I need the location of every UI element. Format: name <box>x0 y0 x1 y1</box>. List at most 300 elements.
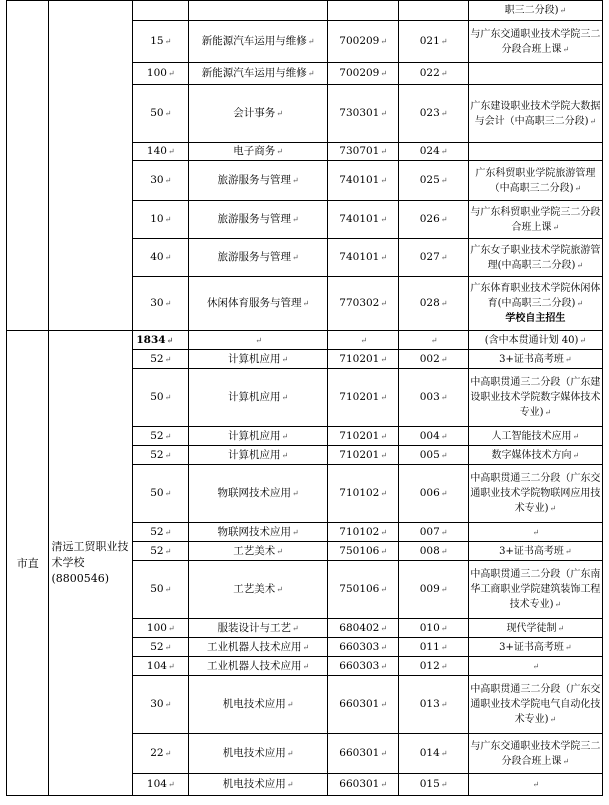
sequence-cell <box>399 85 468 143</box>
major-name-cell-text: 物联网技术应用 <box>217 525 291 538</box>
major-name-cell-text: 机电技术应用 <box>222 698 286 710</box>
plan-count-cell-text: 15 <box>150 35 164 47</box>
paragraph-mark-icon: ↵ <box>557 623 565 633</box>
sequence-cell <box>399 350 468 369</box>
note-bold-text: 学校自主招生 <box>505 313 566 324</box>
paragraph-mark-icon: ↵ <box>380 354 388 364</box>
paragraph-mark-icon: ↵ <box>380 147 388 156</box>
major-name-cell <box>189 638 328 657</box>
major-code-cell-text: 660301 <box>339 778 380 790</box>
major-code-cell-text: 710102 <box>339 525 380 538</box>
sequence-cell-text: 024 <box>419 145 440 157</box>
paragraph-mark-icon: ↵ <box>255 335 262 345</box>
paragraph-mark-icon: ↵ <box>440 393 448 402</box>
major-code-cell-text: 660301 <box>339 698 380 710</box>
paragraph-mark-icon: ↵ <box>440 431 448 441</box>
paragraph-mark-icon: ↵ <box>281 450 289 460</box>
note-cell-text: 3+证书高考班 <box>499 641 564 653</box>
sequence-cell-text: 006 <box>419 487 440 499</box>
sequence-cell-text: 010 <box>419 621 440 634</box>
region-cell-blank <box>7 1 49 331</box>
plan-count-cell <box>133 143 189 161</box>
major-name-cell-text: 机电技术应用 <box>222 747 286 759</box>
paragraph-mark-icon: ↵ <box>286 700 294 709</box>
paragraph-mark-icon: ↵ <box>291 215 299 224</box>
plan-count-cell <box>133 369 189 427</box>
major-code-cell <box>327 619 399 638</box>
paragraph-mark-icon: ↵ <box>532 780 540 789</box>
major-name-cell <box>189 427 328 446</box>
major-code-cell <box>327 427 399 446</box>
paragraph-mark-icon: ↵ <box>164 585 172 594</box>
major-code-cell <box>327 239 399 277</box>
major-code-cell <box>327 542 399 561</box>
major-code-cell-text: 660301 <box>339 747 380 759</box>
enrollment-plan-table <box>6 0 603 796</box>
plan-count-cell <box>133 277 189 331</box>
major-code-cell-text: 750106 <box>339 583 380 595</box>
paragraph-mark-icon: ↵ <box>164 354 172 364</box>
paragraph-mark-icon: ↵ <box>440 749 448 758</box>
major-name-cell <box>189 465 328 523</box>
paragraph-mark-icon: ↵ <box>430 335 438 345</box>
paragraph-mark-icon: ↵ <box>564 354 572 364</box>
plan-count-cell-text: 50 <box>150 583 164 595</box>
note-cell <box>468 369 602 427</box>
paragraph-mark-icon: ↵ <box>164 431 172 441</box>
major-name-cell-text: 旅游服务与管理 <box>217 251 291 263</box>
paragraph-mark-icon: ↵ <box>164 700 172 709</box>
major-name-cell <box>189 369 328 427</box>
paragraph-mark-icon: ↵ <box>286 749 294 758</box>
note-cell-text: 中高职贯通三二分段（广东建设职业技术学院数字媒体技术专业) <box>470 377 601 418</box>
total-count-cell <box>133 331 189 350</box>
plan-count-cell-text: 52 <box>150 640 164 653</box>
note-cell-text: 与广东科贸职业学院三二分段合班上课 <box>470 206 601 233</box>
note-cell <box>468 638 602 657</box>
paragraph-mark-icon: ↵ <box>164 546 172 556</box>
note-cell-text: 广东科贸职业学院旅游管理（中高职三二分段) <box>475 167 596 194</box>
sequence-cell <box>399 201 468 239</box>
sequence-cell <box>399 734 468 774</box>
plan-count-cell <box>133 676 189 734</box>
note-cell <box>468 277 602 331</box>
major-code-cell <box>327 143 399 161</box>
plan-count-cell-text: 30 <box>150 698 164 710</box>
school-summary-row <box>7 331 603 350</box>
table-body <box>7 1 603 796</box>
paragraph-mark-icon: ↵ <box>440 700 448 709</box>
major-code-cell-text: 770302 <box>339 297 380 309</box>
major-name-cell-text: 计算机应用 <box>227 391 281 403</box>
paragraph-mark-icon: ↵ <box>572 450 580 460</box>
paragraph-mark-icon: ↵ <box>549 715 557 724</box>
note-cell-text: 数字媒体技术方向 <box>491 449 572 461</box>
paragraph-mark-icon: ↵ <box>281 354 289 364</box>
note-cell <box>468 561 602 619</box>
note-cell-text: 与广东交通职业技术学院三二分段合班上课 <box>470 740 601 767</box>
plan-count-cell <box>133 542 189 561</box>
paragraph-mark-icon: ↵ <box>307 69 315 78</box>
paragraph-mark-icon: ↵ <box>440 37 448 46</box>
major-name-cell-text: 新能源汽车运用与维修 <box>201 35 307 47</box>
plan-count-cell-text: 30 <box>150 174 164 186</box>
major-code-cell <box>327 369 399 427</box>
major-name-cell <box>189 143 328 161</box>
major-code-cell <box>327 161 399 201</box>
major-name-cell <box>189 350 328 369</box>
note-cell <box>468 446 602 465</box>
paragraph-mark-icon: ↵ <box>554 600 562 609</box>
major-code-cell <box>327 446 399 465</box>
major-code-cell-text: 700209 <box>339 67 380 79</box>
paragraph-mark-icon: ↵ <box>380 431 388 441</box>
plan-count-cell <box>133 523 189 542</box>
sequence-cell-text: 027 <box>419 251 440 263</box>
note-cell-text: 3+证书高考班 <box>499 353 564 365</box>
sequence-cell <box>399 369 468 427</box>
paragraph-mark-icon: ↵ <box>276 546 283 556</box>
region-cell-text: 市直 <box>16 556 39 570</box>
school-cell-blank <box>49 1 133 331</box>
paragraph-mark-icon: ↵ <box>564 642 572 652</box>
paragraph-mark-icon: ↵ <box>167 661 175 671</box>
major-name-cell <box>189 63 328 85</box>
sequence-cell <box>399 161 468 201</box>
sequence-cell-text: 026 <box>419 213 440 225</box>
major-code-cell-text: 700209 <box>339 35 380 47</box>
paragraph-mark-icon: ↵ <box>167 623 175 633</box>
paragraph-mark-icon: ↵ <box>302 299 310 308</box>
paragraph-mark-icon: ↵ <box>440 450 448 460</box>
paragraph-mark-icon: ↵ <box>380 253 388 262</box>
paragraph-mark-icon: ↵ <box>544 408 552 417</box>
major-name-cell-text: 机电技术应用 <box>222 778 286 790</box>
note-cell-text: 中高职贯通三二分段（广东交通职业技术学院物联网应用技术专业) <box>470 473 601 514</box>
sequence-cell <box>399 277 468 331</box>
plan-count-cell-text: 52 <box>150 352 164 365</box>
sequence-cell-text: 004 <box>419 429 440 442</box>
paragraph-mark-icon: ↵ <box>164 527 172 537</box>
major-name-cell-text: 新能源汽车运用与维修 <box>201 67 307 79</box>
paragraph-mark-icon: ↵ <box>380 749 388 758</box>
sequence-cell-text: 015 <box>419 778 440 790</box>
school-code: (8800546) <box>51 572 110 585</box>
note-cell-text: 广东体育职业技术学院休闲体育(中高职三二分段) <box>470 283 601 309</box>
paragraph-mark-icon: ↵ <box>164 450 172 460</box>
major-name-cell <box>189 561 328 619</box>
paragraph-mark-icon: ↵ <box>380 450 388 460</box>
plan-count-cell-text: 100 <box>146 67 167 79</box>
plan-count-cell <box>133 161 189 201</box>
major-code-cell <box>327 1 399 21</box>
paragraph-mark-icon: ↵ <box>440 299 448 308</box>
paragraph-mark-icon: ↵ <box>440 489 448 498</box>
paragraph-mark-icon: ↵ <box>380 176 388 185</box>
paragraph-mark-icon: ↵ <box>380 623 388 633</box>
paragraph-mark-icon: ↵ <box>164 215 172 224</box>
plan-count-cell-text: 10 <box>150 213 164 225</box>
major-name-cell <box>189 201 328 239</box>
paragraph-mark-icon: ↵ <box>562 756 570 766</box>
paragraph-mark-icon: ↵ <box>281 393 289 402</box>
paragraph-mark-icon: ↵ <box>164 749 172 758</box>
plan-count-cell-text: 50 <box>150 391 164 403</box>
sequence-cell <box>399 657 468 676</box>
sequence-cell <box>399 427 468 446</box>
major-name-cell <box>189 542 328 561</box>
plan-count-cell-text: 52 <box>150 544 164 557</box>
paragraph-mark-icon: ↵ <box>440 623 448 633</box>
major-code-cell-text: 710102 <box>339 487 380 499</box>
sequence-cell-text: 021 <box>419 35 440 47</box>
major-code-cell <box>327 277 399 331</box>
major-code-cell-text: 740101 <box>339 251 380 263</box>
major-code-cell-text: 730701 <box>339 145 380 157</box>
paragraph-mark-icon: ↵ <box>291 527 299 537</box>
sequence-cell-text: 005 <box>419 448 440 461</box>
note-cell <box>468 523 602 542</box>
plan-count-cell <box>133 21 189 63</box>
sequence-cell <box>399 21 468 63</box>
major-name-cell-text: 旅游服务与管理 <box>217 213 291 225</box>
paragraph-mark-icon: ↵ <box>291 489 299 498</box>
plan-count-cell-text: 50 <box>150 487 164 499</box>
major-code-cell <box>327 63 399 85</box>
school-name: 清远工贸职业技术学校 <box>51 540 129 569</box>
plan-count-cell <box>133 734 189 774</box>
major-name-cell <box>189 619 328 638</box>
paragraph-mark-icon: ↵ <box>562 44 570 54</box>
paragraph-mark-icon: ↵ <box>167 147 175 156</box>
paragraph-mark-icon: ↵ <box>440 253 448 262</box>
sequence-cell <box>399 542 468 561</box>
paragraph-mark-icon: ↵ <box>286 780 294 789</box>
paragraph-mark-icon: ↵ <box>440 642 448 652</box>
sequence-cell <box>399 446 468 465</box>
paragraph-mark-icon: ↵ <box>291 623 299 633</box>
note-cell <box>468 201 602 239</box>
paragraph-mark-icon: ↵ <box>532 661 540 671</box>
paragraph-mark-icon: ↵ <box>164 489 172 498</box>
paragraph-mark-icon: ↵ <box>380 393 388 402</box>
sequence-cell <box>399 331 468 350</box>
major-code-cell-text: 660303 <box>339 640 380 653</box>
paragraph-mark-icon: ↵ <box>360 335 368 345</box>
plan-count-cell-text: 30 <box>150 297 164 309</box>
major-name-cell <box>189 161 328 201</box>
note-cell-text: 广东女子职业技术学院旅游管理(中高职三二分段) <box>470 244 601 271</box>
paragraph-mark-icon: ↵ <box>440 147 448 156</box>
plan-count-cell <box>133 1 189 21</box>
paragraph-mark-icon: ↵ <box>380 215 388 224</box>
major-code-cell-text: 730301 <box>339 107 380 119</box>
plan-count-cell-text: 104 <box>146 659 167 672</box>
note-cell <box>468 465 602 523</box>
paragraph-mark-icon: ↵ <box>164 393 172 402</box>
paragraph-mark-icon: ↵ <box>440 546 448 556</box>
sequence-cell-text: 014 <box>419 747 440 759</box>
major-code-cell-text: 660303 <box>339 659 380 672</box>
note-cell-text: 与广东交通职业技术学院三二分段合班上课 <box>470 28 601 55</box>
major-name-cell-text: 休闲体育服务与管理 <box>206 297 302 309</box>
sequence-cell-text: 003 <box>419 391 440 403</box>
plan-count-cell <box>133 85 189 143</box>
major-name-cell-text: 工业机器人技术应用 <box>206 659 302 672</box>
major-code-cell-text: 710201 <box>339 391 380 403</box>
note-cell-text: (含中本贯通计划 40) <box>484 334 579 346</box>
paragraph-mark-icon: ↵ <box>380 489 388 498</box>
major-name-cell <box>189 446 328 465</box>
total-count-cell-text: 1834 <box>136 333 166 346</box>
major-name-cell <box>189 734 328 774</box>
note-cell-text: 3+证书高考班 <box>499 545 564 557</box>
paragraph-mark-icon: ↵ <box>574 183 582 193</box>
paragraph-mark-icon: ↵ <box>380 109 388 118</box>
paragraph-mark-icon: ↵ <box>576 260 584 270</box>
paragraph-mark-icon: ↵ <box>380 642 388 652</box>
note-cell <box>468 774 602 796</box>
major-code-cell-text: 680402 <box>339 621 380 634</box>
plan-count-cell <box>133 63 189 85</box>
major-code-cell-text: 740101 <box>339 174 380 186</box>
plan-count-cell <box>133 427 189 446</box>
note-cell <box>468 63 602 85</box>
major-name-cell <box>189 657 328 676</box>
paragraph-mark-icon: ↵ <box>532 527 540 537</box>
major-name-cell-text: 会计事务 <box>233 107 276 119</box>
plan-count-cell-text: 22 <box>150 747 164 759</box>
sequence-cell-text: 025 <box>419 174 440 186</box>
paragraph-mark-icon: ↵ <box>572 431 580 441</box>
note-cell <box>468 676 602 734</box>
sequence-cell <box>399 774 468 796</box>
paragraph-mark-icon: ↵ <box>276 585 283 594</box>
plan-count-cell <box>133 201 189 239</box>
paragraph-mark-icon: ↵ <box>440 69 448 78</box>
sequence-cell <box>399 638 468 657</box>
major-name-cell-text: 计算机应用 <box>227 352 281 365</box>
sequence-cell <box>399 619 468 638</box>
major-code-cell-text: 740101 <box>339 213 380 225</box>
major-code-cell <box>327 331 399 350</box>
paragraph-mark-icon: ↵ <box>380 299 388 308</box>
major-code-cell <box>327 465 399 523</box>
sequence-cell <box>399 143 468 161</box>
sequence-cell-text: 023 <box>419 107 440 119</box>
major-name-cell-text: 工业机器人技术应用 <box>206 640 302 653</box>
plan-count-cell-text: 40 <box>150 251 164 263</box>
paragraph-mark-icon: ↵ <box>380 37 388 46</box>
sequence-cell <box>399 523 468 542</box>
paragraph-mark-icon: ↵ <box>589 116 597 126</box>
sequence-cell <box>399 239 468 277</box>
paragraph-mark-icon: ↵ <box>291 176 299 185</box>
sequence-cell-text: 012 <box>419 659 440 672</box>
note-cell-text: 中高职贯通三二分段（广东南华工商职业学院建筑装饰工程技术专业) <box>470 569 601 610</box>
paragraph-mark-icon: ↵ <box>549 504 557 513</box>
plan-count-cell-text: 140 <box>146 145 167 157</box>
paragraph-mark-icon: ↵ <box>440 661 448 671</box>
paragraph-mark-icon: ↵ <box>164 176 172 185</box>
major-code-cell <box>327 350 399 369</box>
paragraph-mark-icon: ↵ <box>291 253 299 262</box>
paragraph-mark-icon: ↵ <box>307 37 315 46</box>
sequence-cell-text: 028 <box>419 297 440 309</box>
paragraph-mark-icon: ↵ <box>579 335 587 345</box>
paragraph-mark-icon: ↵ <box>167 69 175 78</box>
major-name-cell <box>189 277 328 331</box>
paragraph-mark-icon: ↵ <box>380 585 388 594</box>
plan-count-cell-text: 104 <box>146 778 167 790</box>
major-code-cell <box>327 85 399 143</box>
major-name-cell <box>189 523 328 542</box>
major-name-cell-text: 服装设计与工艺 <box>217 621 291 634</box>
major-code-cell <box>327 638 399 657</box>
paragraph-mark-icon: ↵ <box>440 780 448 789</box>
major-code-cell <box>327 657 399 676</box>
major-name-cell-text: 旅游服务与管理 <box>217 174 291 186</box>
note-cell <box>468 734 602 774</box>
major-name-cell-text: 工艺美术 <box>233 544 276 557</box>
major-name-cell <box>189 676 328 734</box>
paragraph-mark-icon: ↵ <box>380 700 388 709</box>
paragraph-mark-icon: ↵ <box>281 431 289 441</box>
major-name-cell <box>189 85 328 143</box>
table-row <box>7 1 603 21</box>
paragraph-mark-icon: ↵ <box>276 109 283 118</box>
paragraph-mark-icon: ↵ <box>440 215 448 224</box>
paragraph-mark-icon: ↵ <box>440 527 448 537</box>
note-cell <box>468 1 602 21</box>
note-cell <box>468 331 602 350</box>
paragraph-mark-icon: ↵ <box>564 546 572 556</box>
sequence-cell-text: 008 <box>419 544 440 557</box>
paragraph-mark-icon: ↵ <box>164 109 172 118</box>
paragraph-mark-icon: ↵ <box>440 354 448 364</box>
note-cell <box>468 21 602 63</box>
plan-count-cell <box>133 619 189 638</box>
major-code-cell <box>327 734 399 774</box>
sequence-cell <box>399 465 468 523</box>
major-name-cell-text: 工艺美术 <box>233 583 276 595</box>
note-cell-text: 中高职贯通三二分段（广东交通职业技术学院电气自动化技术专业) <box>470 684 601 725</box>
sequence-cell <box>399 1 468 21</box>
paragraph-mark-icon: ↵ <box>380 69 388 78</box>
major-code-cell <box>327 21 399 63</box>
sequence-cell <box>399 676 468 734</box>
paragraph-mark-icon: ↵ <box>440 176 448 185</box>
plan-count-cell <box>133 774 189 796</box>
sequence-cell-text: 013 <box>419 698 440 710</box>
sequence-cell-text: 011 <box>419 640 440 653</box>
major-name-cell <box>189 1 328 21</box>
note-cell <box>468 657 602 676</box>
paragraph-mark-icon: ↵ <box>380 661 388 671</box>
note-cell <box>468 542 602 561</box>
note-cell <box>468 85 602 143</box>
paragraph-mark-icon: ↵ <box>164 642 172 652</box>
paragraph-mark-icon: ↵ <box>276 147 283 156</box>
sequence-cell-text: 009 <box>419 583 440 595</box>
plan-count-cell <box>133 465 189 523</box>
major-code-cell <box>327 676 399 734</box>
paragraph-mark-icon: ↵ <box>164 37 172 46</box>
plan-count-cell-text: 100 <box>146 621 167 634</box>
note-cell-text: 职三二分段) <box>504 5 559 16</box>
note-cell <box>468 619 602 638</box>
paragraph-mark-icon: ↵ <box>380 546 388 556</box>
